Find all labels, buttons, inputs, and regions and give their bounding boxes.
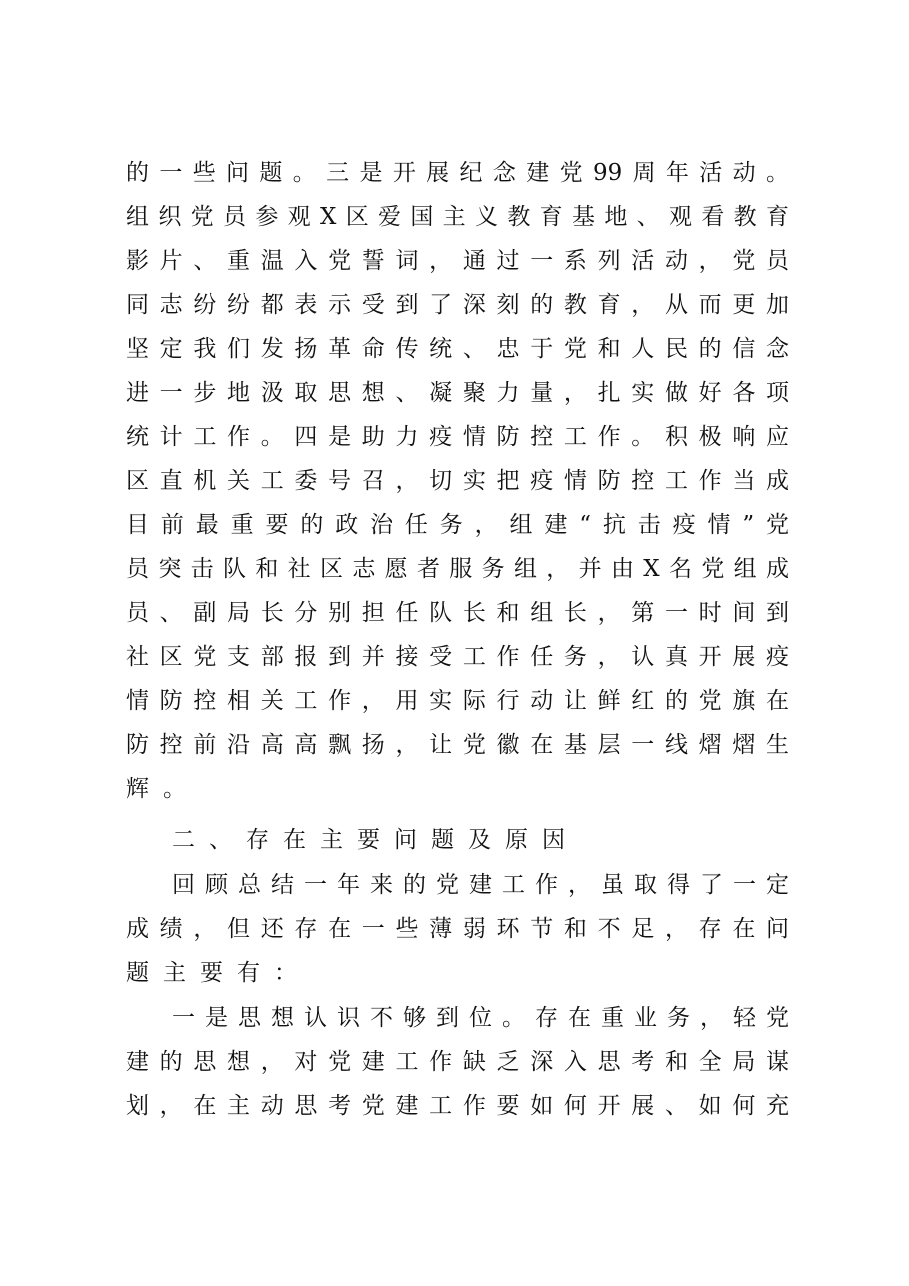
- section-heading: 二、存在主要问题及原因: [172, 827, 579, 853]
- body-line: 员突击队和社区志愿者服务组，并由X名党组成: [126, 556, 789, 582]
- body-line: 区直机关工委号召，切实把疫情防控工作当成: [126, 468, 789, 494]
- body-line: 回顾总结一年来的党建工作，虽取得了一定: [172, 872, 789, 898]
- body-line: 同志纷纷都表示受到了深刻的教育，从而更加: [126, 292, 789, 318]
- body-line: 进一步地汲取思想、凝聚力量，扎实做好各项: [126, 380, 789, 406]
- body-line: 组织党员参观X区爱国主义教育基地、观看教育: [126, 204, 789, 230]
- body-line: 目前最重要的政治任务，组建“抗击疫情”党: [126, 512, 789, 538]
- body-line: 统计工作。四是助力疫情防控工作。积极响应: [126, 424, 789, 450]
- body-line: 社区党支部报到并接受工作任务，认真开展疫: [126, 644, 789, 670]
- body-line: 影片、重温入党誓词，通过一系列活动，党员: [126, 248, 789, 274]
- body-line: 情防控相关工作，用实际行动让鲜红的党旗在: [126, 688, 789, 714]
- body-line: 防控前沿高高飘扬，让党徽在基层一线熠熠生: [126, 732, 789, 758]
- body-line: 员、副局长分别担任队长和组长，第一时间到: [126, 600, 789, 626]
- body-line: 题主要有：: [126, 960, 311, 986]
- body-line: 一是思想认识不够到位。存在重业务，轻党: [172, 1005, 789, 1031]
- body-line: 划，在主动思考党建工作要如何开展、如何充: [126, 1093, 789, 1119]
- body-line: 建的思想，对党建工作缺乏深入思考和全局谋: [126, 1049, 789, 1075]
- body-line: 坚定我们发扬革命传统、忠于党和人民的信念: [126, 336, 789, 362]
- body-line: 的一些问题。三是开展纪念建党99周年活动。: [126, 160, 789, 186]
- body-line: 成绩，但还存在一些薄弱环节和不足，存在问: [126, 916, 789, 942]
- body-line: 辉。: [126, 776, 200, 802]
